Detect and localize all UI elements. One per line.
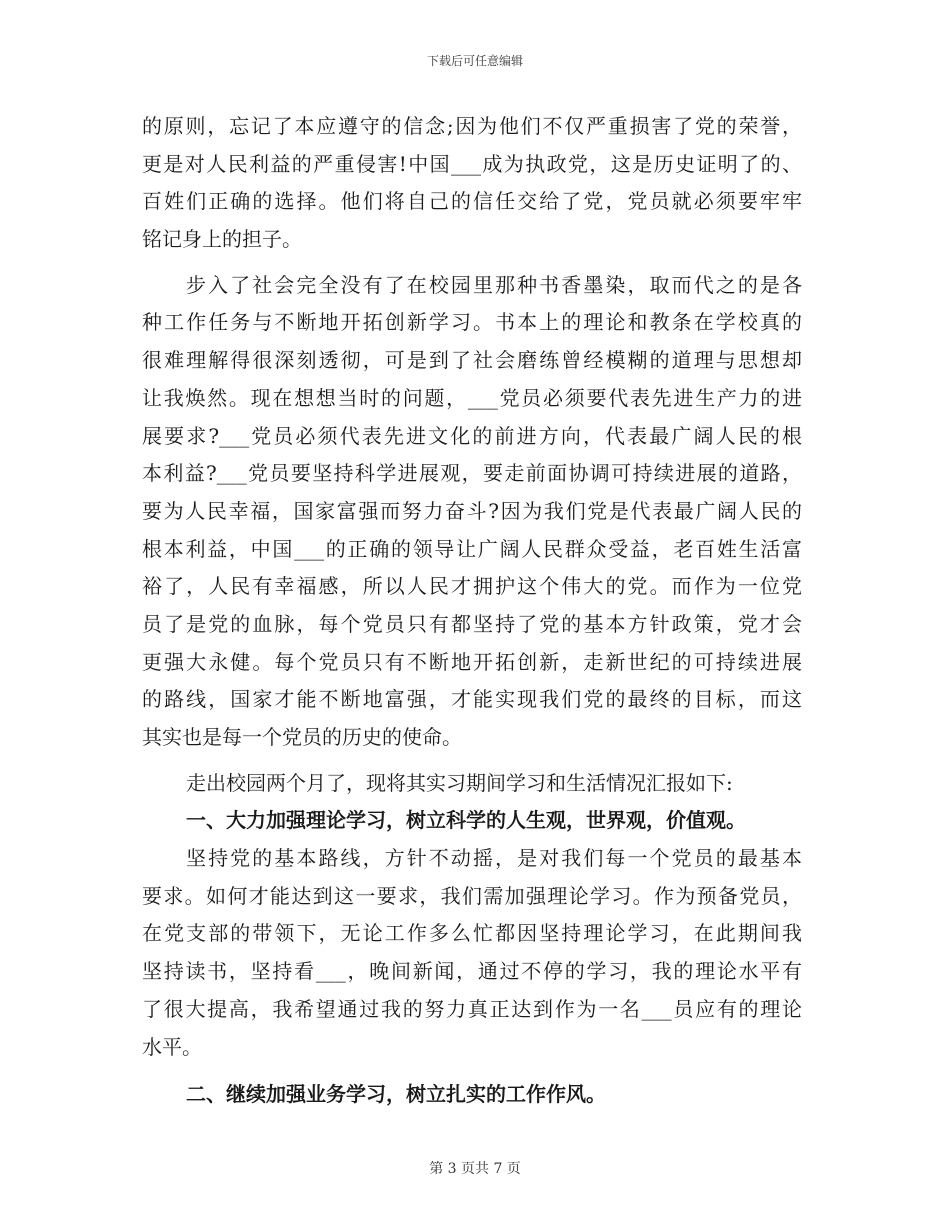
text-line: 步入了社会完全没有了在校园里那种书香墨染，取而代之的是各 [186,272,802,297]
text-line: 裕了，人民有幸福感，所以人民才拥护这个伟大的党。而作为一位党 [142,574,802,599]
text-line: 其实也是每一个党员的历史的使命。 [142,725,462,749]
text-line: 本利益?___党员要坚持科学进展观，要走前面协调可持续进展的道路， [142,461,802,486]
text-line: 员了是党的血脉，每个党员只有都坚持了党的基本方针政策，党才会 [142,611,802,636]
text-line: 展要求?___党员必须代表先进文化的前进方向，代表最广阔人民的根 [142,423,802,448]
paragraph [142,840,802,1066]
text-line: 坚持读书，坚持看___，晚间新闻，通过不停的学习，我的理论水平有 [142,959,802,984]
text-line: 坚持党的基本路线，方针不动摇，是对我们每一个党员的最基本 [186,846,802,871]
text-line: 更强大永健。每个党员只有不断地开拓创新，走新世纪的可持续进展 [142,649,802,674]
heading-line: 二、继续加强业务学习，树立扎实的工作作风。 [186,1082,606,1107]
text-line: 铭记身上的担子。 [142,227,302,252]
paragraph [142,108,802,259]
document-body [142,108,802,1114]
text-line: 种工作任务与不断地开拓创新学习。书本上的理论和教条在学校真的 [142,310,802,335]
text-line: 百姓们正确的选择。他们将自己的信任交给了党，党员就必须要牢牢 [142,189,802,214]
text-line: 更是对人民利益的严重侵害!中国___成为执政党，这是历史证明了的、 [142,151,802,176]
text-line: 很难理解得很深刻透彻，可是到了社会磨练曾经模糊的道理与思想却 [142,348,802,373]
text-line: 要为人民幸福，国家富强而努力奋斗?因为我们党是代表最广阔人民的 [142,498,802,523]
text-line: 在党支部的带领下，无论工作多么忙都因坚持理论学习，在此期间我 [142,921,802,946]
page-footer: 第 3 页共 7 页 [429,1161,521,1177]
text-line: 的原则，忘记了本应遵守的信念;因为他们不仅严重损害了党的荣誉， [142,114,802,138]
text-line: 让我焕然。现在想想当时的问题，___党员必须要代表先进生产力的进 [142,385,802,410]
text-line: 走出校园两个月了，现将其实习期间学习和生活情况汇报如下: [186,770,733,795]
heading-line: 一、大力加强理论学习，树立科学的人生观，世界观，价值观。 [186,808,746,833]
section-heading [142,1076,802,1114]
text-line: 的路线，国家才能不断地富强，才能实现我们党的最终的目标，而这 [142,687,802,712]
text-line: 根本利益，中国___的正确的领导让广阔人民群众受益，老百姓生活富 [142,536,802,561]
page-header: 下载后可任意编辑 [426,54,523,68]
paragraph [142,765,802,803]
section-heading [142,802,802,840]
text-line: 要求。如何才能达到这一要求，我们需加强理论学习。作为预备党员， [142,883,802,908]
text-line: 了很大提高，我希望通过我的努力真正达到作为一名___员应有的理论 [142,996,802,1021]
paragraph [142,267,802,757]
text-line: 水平。 [142,1034,202,1059]
